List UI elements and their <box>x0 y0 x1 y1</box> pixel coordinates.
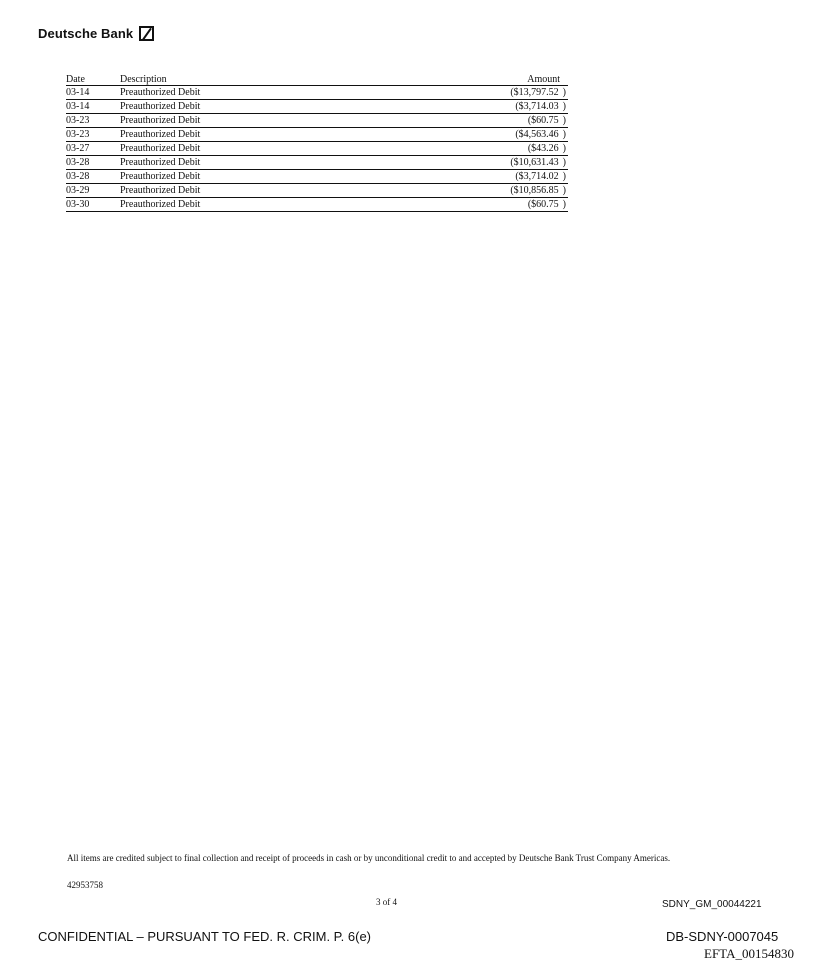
row-description: Preauthorized Debit <box>120 156 381 170</box>
row-date: 03-29 <box>66 184 120 198</box>
table-row <box>66 198 568 212</box>
row-amount-close-paren: ) <box>562 129 566 140</box>
account-number: 42953758 <box>67 880 103 890</box>
row-amount: ($60.75 <box>527 115 559 126</box>
table-header-row <box>66 73 568 86</box>
table-row <box>66 128 568 142</box>
row-amount-cell <box>381 156 568 170</box>
brand-name: Deutsche Bank <box>38 26 134 41</box>
row-date: 03-14 <box>66 100 120 114</box>
table-row <box>66 156 568 170</box>
page-number: 3 of 4 <box>376 897 397 907</box>
row-date: 03-14 <box>66 86 120 100</box>
row-amount-close-paren: ) <box>562 143 566 154</box>
row-amount-cell <box>381 142 568 156</box>
row-amount-close-paren: ) <box>562 199 566 210</box>
row-amount-cell <box>381 100 568 114</box>
row-amount: ($43.26 <box>527 143 559 154</box>
row-amount-cell <box>381 170 568 184</box>
row-amount: ($4,563.46 <box>515 129 559 140</box>
deutsche-bank-logo-icon <box>139 26 154 41</box>
disclaimer-text: All items are credited subject to final collection and receipt of proceeds in cash or by unconditional credit to and accepted by Deutsche Bank Trust Company Americas. <box>67 853 671 863</box>
bates-number-efta: EFTA_00154830 <box>704 946 794 961</box>
row-date: 03-23 <box>66 114 120 128</box>
row-amount: ($10,856.85 <box>510 185 559 196</box>
brand-header <box>38 26 154 41</box>
row-amount-cell <box>381 198 568 212</box>
transaction-table <box>66 73 568 212</box>
row-amount-close-paren: ) <box>562 171 566 182</box>
row-description: Preauthorized Debit <box>120 184 381 198</box>
row-description: Preauthorized Debit <box>120 142 381 156</box>
confidential-notice: CONFIDENTIAL – PURSUANT TO FED. R. CRIM. P. 6(e) <box>38 929 372 944</box>
row-amount-close-paren: ) <box>562 115 566 126</box>
row-date: 03-23 <box>66 128 120 142</box>
bates-number-secondary: DB-SDNY-0007045 <box>666 929 779 944</box>
row-date: 03-30 <box>66 198 120 212</box>
transaction-rows <box>66 86 568 212</box>
row-amount: ($60.75 <box>527 199 559 210</box>
table-row <box>66 100 568 114</box>
row-amount-close-paren: ) <box>562 87 566 98</box>
table-row <box>66 86 568 100</box>
row-date: 03-28 <box>66 170 120 184</box>
row-amount-cell <box>381 128 568 142</box>
row-amount-cell <box>381 184 568 198</box>
row-amount: ($3,714.02 <box>515 171 559 182</box>
table-row <box>66 142 568 156</box>
row-date: 03-28 <box>66 156 120 170</box>
row-description: Preauthorized Debit <box>120 86 381 100</box>
row-amount-close-paren: ) <box>562 157 566 168</box>
row-amount: ($3,714.03 <box>515 101 559 112</box>
table-row <box>66 114 568 128</box>
column-header-date: Date <box>66 73 120 86</box>
column-header-description: Description <box>120 73 381 86</box>
row-amount-cell <box>381 86 568 100</box>
row-amount-cell <box>381 114 568 128</box>
row-description: Preauthorized Debit <box>120 198 381 212</box>
row-amount: ($13,797.52 <box>510 87 559 98</box>
bates-number-primary: SDNY_GM_00044221 <box>662 899 762 910</box>
row-description: Preauthorized Debit <box>120 128 381 142</box>
table-row <box>66 184 568 198</box>
row-date: 03-27 <box>66 142 120 156</box>
row-description: Preauthorized Debit <box>120 114 381 128</box>
row-amount: ($10,631.43 <box>510 157 559 168</box>
row-description: Preauthorized Debit <box>120 100 381 114</box>
row-amount-close-paren: ) <box>562 101 566 112</box>
row-amount-close-paren: ) <box>562 185 566 196</box>
table-row <box>66 170 568 184</box>
column-header-amount: Amount <box>381 73 568 86</box>
row-description: Preauthorized Debit <box>120 170 381 184</box>
